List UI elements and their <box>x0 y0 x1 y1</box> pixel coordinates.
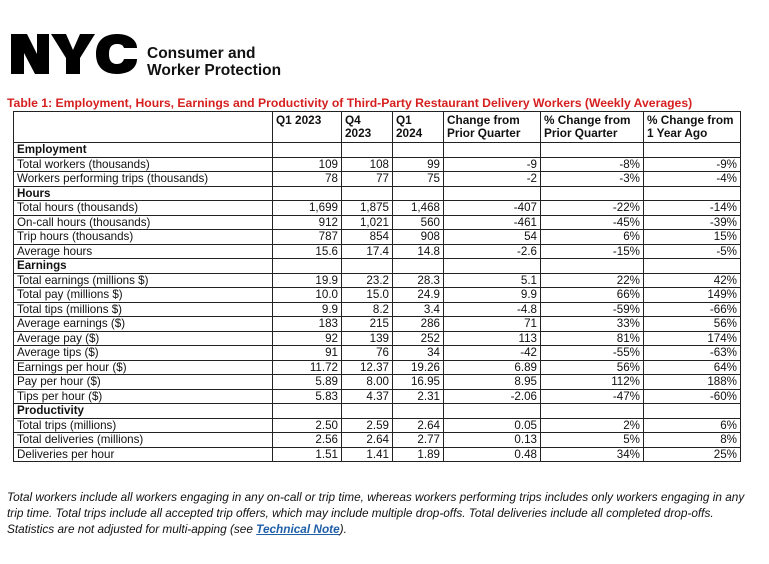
table-cell: 19.9 <box>273 273 342 288</box>
table-cell <box>342 186 393 201</box>
table-cell: 12.37 <box>342 360 393 375</box>
table-cell: 5.1 <box>444 273 541 288</box>
table-cell: -15% <box>541 244 644 259</box>
column-header: % Change from Prior Quarter <box>541 112 644 143</box>
table-cell: -8% <box>541 157 644 172</box>
table-cell: 174% <box>644 331 741 346</box>
row-label: Pay per hour ($) <box>14 375 273 390</box>
table-cell: -4% <box>644 172 741 187</box>
table-cell <box>393 186 444 201</box>
row-label: Average earnings ($) <box>14 317 273 332</box>
table-cell <box>644 259 741 274</box>
table-cell: 5% <box>541 433 644 448</box>
table-cell: -461 <box>444 215 541 230</box>
table-cell: 2.31 <box>393 389 444 404</box>
table-cell: 6.89 <box>444 360 541 375</box>
table-cell: 2.56 <box>273 433 342 448</box>
table-cell <box>273 259 342 274</box>
row-label: Deliveries per hour <box>14 447 273 462</box>
table-cell: 8% <box>644 433 741 448</box>
table-cell: 3.4 <box>393 302 444 317</box>
table-cell: 33% <box>541 317 644 332</box>
row-label: Trip hours (thousands) <box>14 230 273 245</box>
agency-name-line1: Consumer and <box>147 45 256 62</box>
table-cell: 6% <box>541 230 644 245</box>
footnote-suffix: ). <box>339 522 347 536</box>
section-header-row <box>14 143 741 158</box>
table-cell: -5% <box>644 244 741 259</box>
table-cell: 787 <box>273 230 342 245</box>
table-cell: 15.0 <box>342 288 393 303</box>
table-cell: -60% <box>644 389 741 404</box>
table-row <box>14 317 741 332</box>
table-cell <box>644 143 741 158</box>
column-header: Q1 2024 <box>393 112 444 143</box>
table-cell <box>273 143 342 158</box>
table-row <box>14 418 741 433</box>
table-cell: 108 <box>342 157 393 172</box>
table-cell: 908 <box>393 230 444 245</box>
table-cell: -14% <box>644 201 741 216</box>
table-cell: 2.50 <box>273 418 342 433</box>
table-cell: 34 <box>393 346 444 361</box>
table-cell: 14.8 <box>393 244 444 259</box>
table-row <box>14 273 741 288</box>
table-cell: 42% <box>644 273 741 288</box>
table-cell: 4.37 <box>342 389 393 404</box>
table-cell: 75 <box>393 172 444 187</box>
table-row <box>14 302 741 317</box>
row-label: Tips per hour ($) <box>14 389 273 404</box>
technical-note-link[interactable]: Technical Note <box>256 522 340 536</box>
table-cell: -3% <box>541 172 644 187</box>
table-cell: 188% <box>644 375 741 390</box>
table-cell: 149% <box>644 288 741 303</box>
table-cell: 78 <box>273 172 342 187</box>
table-cell <box>541 143 644 158</box>
table-cell: 92 <box>273 331 342 346</box>
table-row <box>14 447 741 462</box>
row-label: Average pay ($) <box>14 331 273 346</box>
table-cell: -4.8 <box>444 302 541 317</box>
table-row <box>14 346 741 361</box>
table-row <box>14 244 741 259</box>
table-cell: 2.64 <box>342 433 393 448</box>
table-cell <box>342 404 393 419</box>
row-label: Hours <box>14 186 273 201</box>
table-cell: 56% <box>644 317 741 332</box>
table-cell: 1,468 <box>393 201 444 216</box>
table-cell: 215 <box>342 317 393 332</box>
table-cell: 109 <box>273 157 342 172</box>
table-title: Table 1: Employment, Hours, Earnings and Productivity of Third-Party Restaurant Delivery Workers (Weekly Averages) <box>7 96 693 110</box>
table-cell <box>444 259 541 274</box>
table-cell <box>541 404 644 419</box>
table-cell: 24.9 <box>393 288 444 303</box>
table-cell: 91 <box>273 346 342 361</box>
table-cell: 64% <box>644 360 741 375</box>
row-label: Total earnings (millions $) <box>14 273 273 288</box>
table-cell: 71 <box>444 317 541 332</box>
table-cell: -2 <box>444 172 541 187</box>
row-label: Earnings <box>14 259 273 274</box>
table-cell: 2.59 <box>342 418 393 433</box>
table-cell: 99 <box>393 157 444 172</box>
table-cell: 2.77 <box>393 433 444 448</box>
table-row <box>14 389 741 404</box>
table-cell <box>644 404 741 419</box>
table-row <box>14 331 741 346</box>
table-cell <box>273 404 342 419</box>
table-cell: 2% <box>541 418 644 433</box>
table-cell: 10.0 <box>273 288 342 303</box>
row-label: Productivity <box>14 404 273 419</box>
row-label: On-call hours (thousands) <box>14 215 273 230</box>
row-label: Total pay (millions $) <box>14 288 273 303</box>
table-cell: 28.3 <box>393 273 444 288</box>
table-row <box>14 201 741 216</box>
table-cell <box>644 186 741 201</box>
table-row <box>14 375 741 390</box>
table-cell: 286 <box>393 317 444 332</box>
table-cell: 0.05 <box>444 418 541 433</box>
table-cell: 854 <box>342 230 393 245</box>
footnote-text: Total workers include all workers engaging in any on-call or trip time, whereas workers performing trips includes only workers engaging in any trip time. Total trips include all accepted trip offers, which may include multiple drop-offs. Total deliveries include all completed drop-offs. Statistics are not adjusted for multi-apping (see <box>7 490 745 536</box>
row-label: Workers performing trips (thousands) <box>14 172 273 187</box>
table-row <box>14 172 741 187</box>
table-cell: 912 <box>273 215 342 230</box>
table-cell: 1.41 <box>342 447 393 462</box>
table-cell <box>393 259 444 274</box>
row-label: Average tips ($) <box>14 346 273 361</box>
table-cell: 22% <box>541 273 644 288</box>
table-cell: 1,875 <box>342 201 393 216</box>
table-cell: 56% <box>541 360 644 375</box>
row-label: Total trips (millions) <box>14 418 273 433</box>
table-cell: -22% <box>541 201 644 216</box>
table-cell: -55% <box>541 346 644 361</box>
agency-name-line2: Worker Protection <box>147 62 282 79</box>
table-cell: -63% <box>644 346 741 361</box>
table-cell: 34% <box>541 447 644 462</box>
table-body <box>14 143 741 462</box>
row-label: Total hours (thousands) <box>14 201 273 216</box>
table-row <box>14 230 741 245</box>
table-cell: 81% <box>541 331 644 346</box>
table-cell: 11.72 <box>273 360 342 375</box>
column-header: Change from Prior Quarter <box>444 112 541 143</box>
table-cell: -59% <box>541 302 644 317</box>
column-header: % Change from 1 Year Ago <box>644 112 741 143</box>
table-cell: 76 <box>342 346 393 361</box>
table-row <box>14 215 741 230</box>
table-row <box>14 360 741 375</box>
table-cell <box>444 186 541 201</box>
table-cell: 9.9 <box>273 302 342 317</box>
table-cell <box>342 143 393 158</box>
table-cell: 5.83 <box>273 389 342 404</box>
table-row <box>14 157 741 172</box>
table-cell <box>444 143 541 158</box>
table-cell: 113 <box>444 331 541 346</box>
section-header-row <box>14 404 741 419</box>
table-cell: 5.89 <box>273 375 342 390</box>
table-cell: 1,699 <box>273 201 342 216</box>
table-cell: -66% <box>644 302 741 317</box>
table-cell: 77 <box>342 172 393 187</box>
table-cell: 1.51 <box>273 447 342 462</box>
table-cell: 252 <box>393 331 444 346</box>
table-cell <box>342 259 393 274</box>
table-cell: 17.4 <box>342 244 393 259</box>
table-cell <box>393 404 444 419</box>
column-header <box>14 112 273 143</box>
row-label: Average hours <box>14 244 273 259</box>
table-cell: 1.89 <box>393 447 444 462</box>
table-cell: 23.2 <box>342 273 393 288</box>
table-cell: -39% <box>644 215 741 230</box>
table-cell: -2.06 <box>444 389 541 404</box>
table-cell <box>393 143 444 158</box>
table-cell <box>541 186 644 201</box>
table-cell: 112% <box>541 375 644 390</box>
header <box>7 30 407 90</box>
row-label: Total tips (millions $) <box>14 302 273 317</box>
table-row <box>14 288 741 303</box>
table-cell: 16.95 <box>393 375 444 390</box>
table-cell: 0.13 <box>444 433 541 448</box>
table-cell: 9.9 <box>444 288 541 303</box>
column-header: Q4 2023 <box>342 112 393 143</box>
table-cell: 66% <box>541 288 644 303</box>
row-label: Earnings per hour ($) <box>14 360 273 375</box>
data-table <box>13 111 741 462</box>
table-cell: -407 <box>444 201 541 216</box>
table-cell: 54 <box>444 230 541 245</box>
table-cell: -42 <box>444 346 541 361</box>
row-label: Total workers (thousands) <box>14 157 273 172</box>
table-cell: 560 <box>393 215 444 230</box>
table-row <box>14 433 741 448</box>
table-header-row <box>14 112 741 143</box>
table-cell: -45% <box>541 215 644 230</box>
table-cell: 8.00 <box>342 375 393 390</box>
table-cell: 6% <box>644 418 741 433</box>
table-cell <box>273 186 342 201</box>
row-label: Total deliveries (millions) <box>14 433 273 448</box>
table-cell: 8.95 <box>444 375 541 390</box>
nyc-logo <box>7 30 139 78</box>
footnote <box>7 489 762 537</box>
section-header-row <box>14 186 741 201</box>
table-cell: -9% <box>644 157 741 172</box>
section-header-row <box>14 259 741 274</box>
table-cell: 139 <box>342 331 393 346</box>
table-cell: 8.2 <box>342 302 393 317</box>
table-cell <box>541 259 644 274</box>
table-cell: -9 <box>444 157 541 172</box>
table-cell: 15.6 <box>273 244 342 259</box>
table-cell: 0.48 <box>444 447 541 462</box>
table-cell: -47% <box>541 389 644 404</box>
table-cell: 183 <box>273 317 342 332</box>
table-cell: 2.64 <box>393 418 444 433</box>
table-cell: 25% <box>644 447 741 462</box>
table-cell: -2.6 <box>444 244 541 259</box>
table-cell: 19.26 <box>393 360 444 375</box>
agency-name <box>147 45 281 79</box>
table-cell <box>444 404 541 419</box>
table-cell: 15% <box>644 230 741 245</box>
column-header: Q1 2023 <box>273 112 342 143</box>
row-label: Employment <box>14 143 273 158</box>
table-cell: 1,021 <box>342 215 393 230</box>
